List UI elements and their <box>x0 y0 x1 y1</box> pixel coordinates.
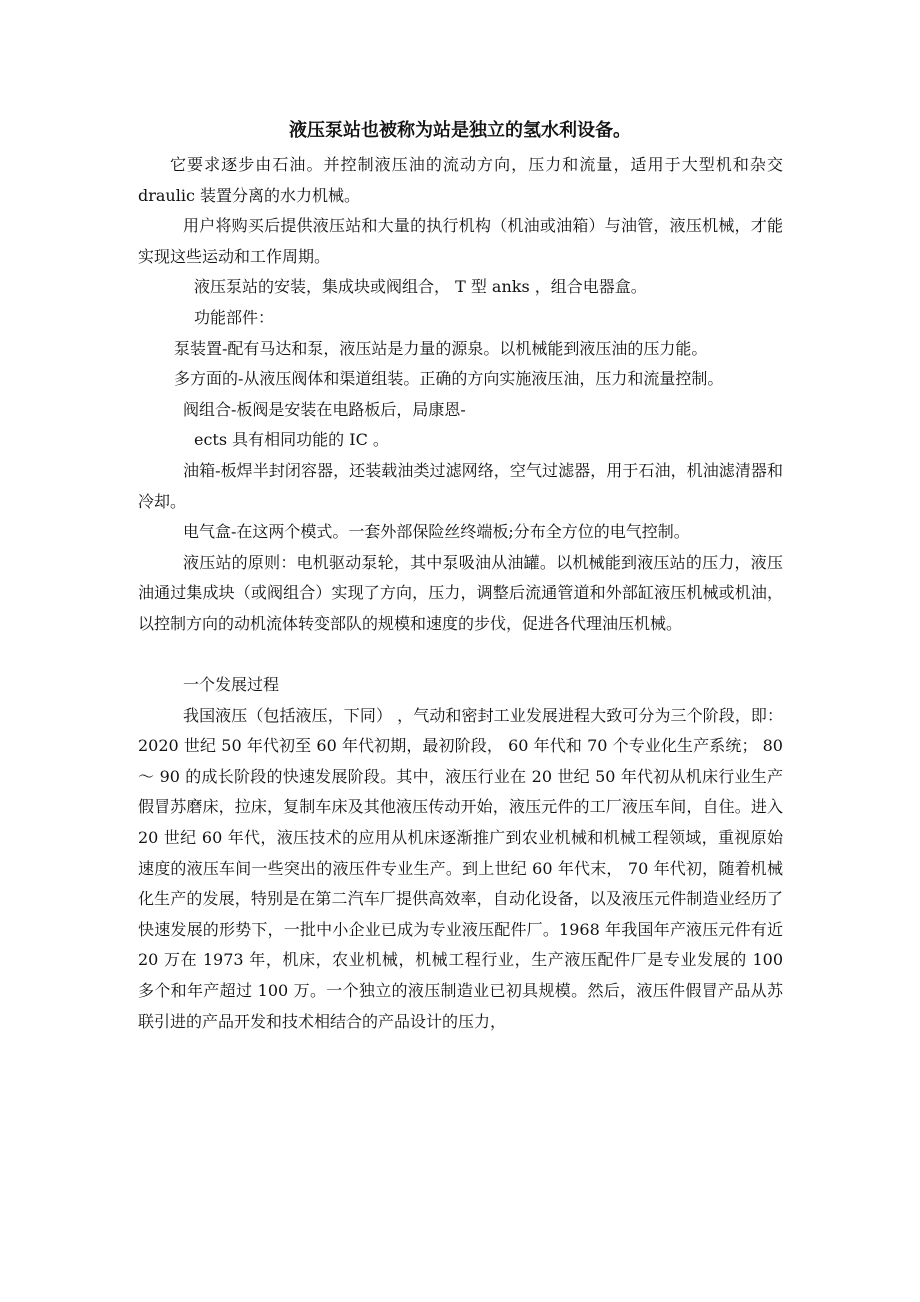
paragraph-installation: 液压泵站的安装，集成块或阀组合， T 型 anks ，组合电器盒。 <box>194 277 647 297</box>
document-body <box>138 150 783 1037</box>
paragraph-spacer <box>138 640 783 671</box>
paragraph-pump-unit: 泵装置-配有马达和泵，液压站是力量的源泉。以机械能到液压油的压力能。 <box>174 338 708 358</box>
paragraph-principle: 液压站的原则：电机驱动泵轮，其中泵吸油从油罐。以机械能到液压站的压力，液压油通过集成块（或阀组合）实现了方向，压力，调整后流通管道和外部缸液压机械或机油，以控制方向的动机流体转变部队的规模和速度的步伐，促进各代理油压机械。 <box>138 552 783 633</box>
paragraph-electrical-box: 电气盒-在这两个模式。一套外部保险丝终端板;分布全方位的电气控制。 <box>183 522 690 542</box>
paragraph-development-history: 我国液压（包括液压，下同） ，气动和密封工业发展进程大致可分为三个阶段，即：2020 世纪 50 年代初至 60 年代初期，最初阶段， 60 年代和 70 个专业化生产系统； 80 〜 90 的成长阶段的快速发展阶段。其中，液压行业在 20 世纪 50 年代初从机床行业生产假冒苏磨床，拉床，复制车床及其他液压传动开始，液压元件的工厂液压车间，自住。进入 20 世纪 60 年代，液压技术的应用从机床逐渐推广到农业机械和机械工程领域，重视原始速度的液压车间一些突出的液压件专业生产。到上世纪 60 年代末， 70 年代初，随着机械化生产的发展，特别是在第二汽车厂提供高效率，自动化设备，以及液压元件制造业经历了快速发展的形势下，一批中小企业已成为专业液压配件厂。1968 年我国年产液压元件有近 20 万在 1973 年，机床，农业机械，机械工程行业，生产液压配件厂是专业发展的 100 多个和年产超过 100 万。一个独立的液压制造业已初具规模。然后，液压件假冒产品从苏联引进的产品开发和技术相结合的产品设计的压力， <box>138 705 783 1031</box>
paragraph-components-heading: 功能部件： <box>194 307 275 327</box>
paragraph-valve-continuation: ects 具有相同功能的 IC 。 <box>194 430 389 450</box>
paragraph-intro: 它要求逐步由石油。并控制液压油的流动方向，压力和流量，适用于大型机和杂交 draulic 装置分离的水力机械。 <box>138 155 783 205</box>
paragraph-user-purchase: 用户将购买后提供液压站和大量的执行机构（机油或油箱）与油管，液压机械，才能实现这些运动和工作周期。 <box>138 216 783 266</box>
section-heading-development: 一个发展过程 <box>183 675 280 695</box>
document-title: 液压泵站也被称为站是独立的氢水利设备。 <box>289 120 631 141</box>
paragraph-manifold: 多方面的-从液压阀体和渠道组装。正确的方向实施液压油，压力和流量控制。 <box>174 369 724 389</box>
paragraph-valve-combination: 阀组合-板阀是安装在电路板后，局康恩- <box>183 399 466 419</box>
paragraph-oil-tank: 油箱-板焊半封闭容器，还装载油类过滤网络，空气过滤器，用于石油，机油滤清器和冷却。 <box>138 460 783 511</box>
